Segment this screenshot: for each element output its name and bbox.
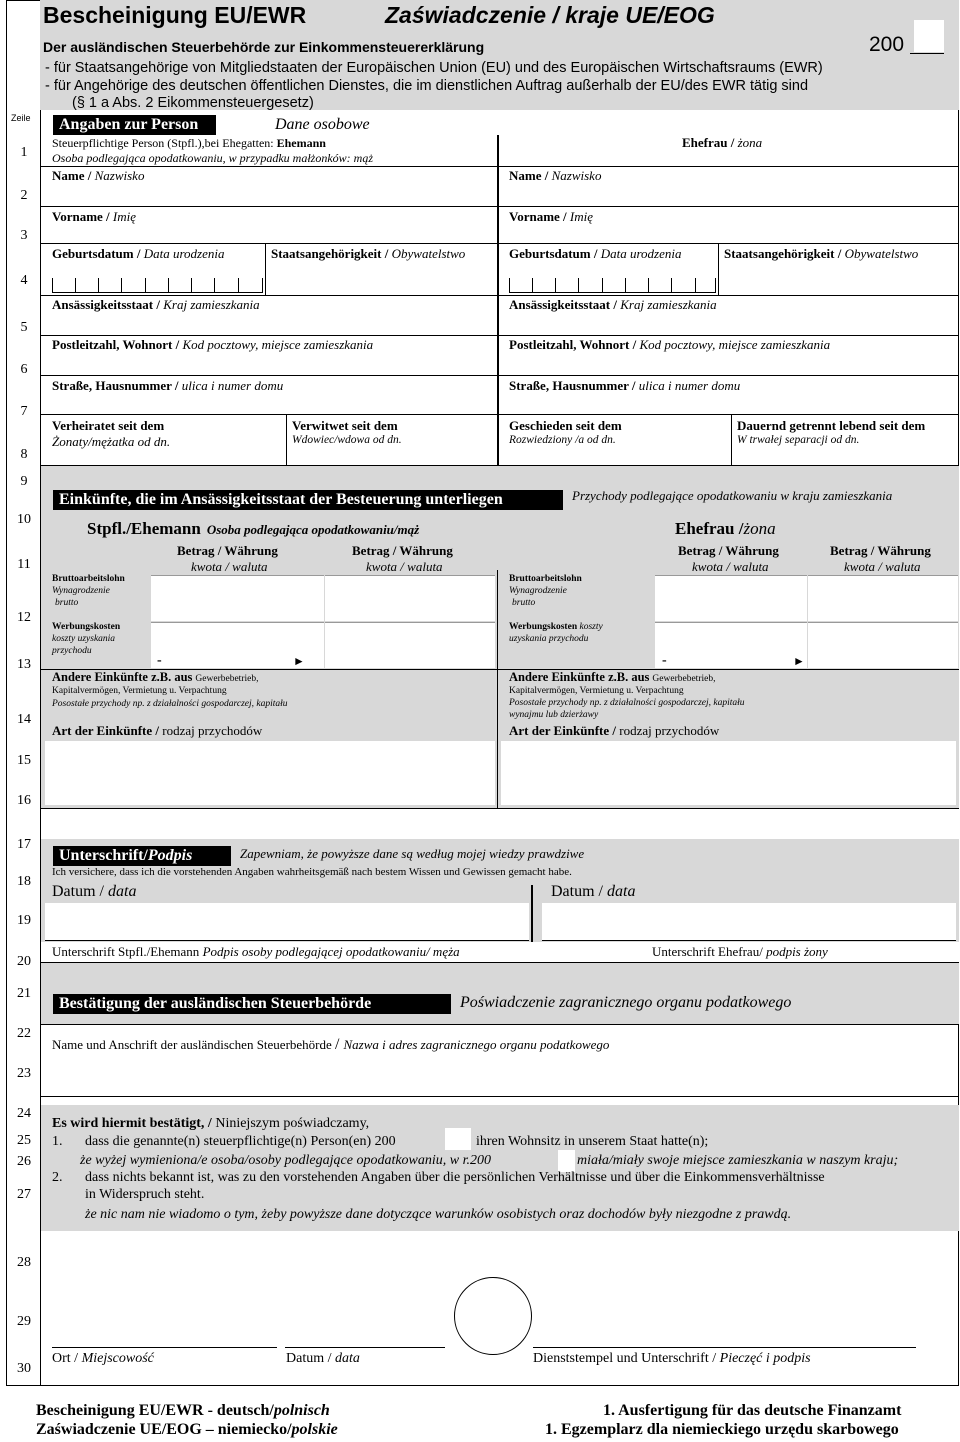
art-label-right: Art der Einkünfte / rodzaj przychodów bbox=[509, 723, 720, 738]
vorname-label-right: Vorname / Imię bbox=[509, 209, 594, 224]
date-tick bbox=[214, 278, 215, 293]
person-divider-1 bbox=[40, 166, 959, 167]
p1-pl-a: że wyżej wymieniona/e osoba/osoby podlegające opodatkowaniu, w r.200 bbox=[80, 1153, 492, 1168]
row-number: 3 bbox=[20, 228, 28, 243]
ort-input[interactable] bbox=[52, 1320, 277, 1348]
person-middle-divider bbox=[497, 135, 499, 465]
row-number: 27 bbox=[17, 1187, 31, 1202]
betrag-label-l1: Betrag / Währung bbox=[177, 543, 278, 558]
vorname-input-right[interactable] bbox=[507, 225, 955, 243]
date-tick bbox=[52, 278, 53, 293]
verh-input[interactable] bbox=[52, 450, 282, 464]
datum-input[interactable] bbox=[285, 1320, 445, 1348]
plz-input-right[interactable] bbox=[507, 354, 955, 374]
werbung-label-right: Werbungskosten koszty bbox=[509, 622, 603, 632]
p1-de-a: dass die genannte(n) steuerpflichtige(n) Person(en) 200 bbox=[85, 1134, 396, 1149]
confirm-heading: Es wird hiermit bestätigt, / Niniejszym poświadczamy, bbox=[52, 1116, 370, 1131]
signature-box-right[interactable] bbox=[542, 903, 956, 941]
andere-label-right-pl2: wynajmu lub dzierżawy bbox=[509, 710, 599, 720]
wife-label: Ehefrau / żona bbox=[682, 135, 763, 150]
footer-right-2: 1. Egzemplarz dla niemieckiego urzędu skarbowego bbox=[545, 1421, 899, 1438]
row-number: 14 bbox=[17, 712, 31, 727]
date-tick bbox=[238, 278, 239, 293]
art-input-right[interactable] bbox=[501, 741, 956, 805]
verh-label: Verheiratet seit dem bbox=[52, 418, 165, 433]
arrow-left-icon: ► bbox=[293, 654, 305, 668]
betrag-label-pl-r2: kwota / waluta bbox=[844, 559, 921, 574]
date-tick bbox=[145, 278, 146, 293]
p2-pl: że nic nam nie wiadomo o tym, żeby powyższe dane dotyczące warunków osobistych oraz dochodów były niezgodne z prawdą. bbox=[85, 1207, 792, 1222]
section-line bbox=[40, 1096, 959, 1097]
section-line bbox=[40, 962, 959, 963]
sign-left-label: Unterschrift Stpfl./Ehemann Podpis osoby podlegającej opodatkowaniu/ męża bbox=[52, 944, 460, 959]
andere-label-left-2: Kapitalvermögen, Vermietung u. Verpachtung bbox=[52, 686, 227, 696]
brutto-label-left: Bruttoarbeitslohn bbox=[52, 574, 125, 584]
art-input-left[interactable] bbox=[45, 741, 495, 805]
row-number: 26 bbox=[17, 1154, 31, 1169]
signature-upper-space bbox=[41, 809, 959, 839]
year-underline bbox=[910, 53, 944, 54]
row-line bbox=[40, 335, 959, 336]
cell-divider bbox=[497, 670, 498, 808]
date-tick bbox=[625, 278, 626, 293]
row-line bbox=[40, 375, 959, 376]
row-number: 1 bbox=[20, 145, 28, 160]
betrag-label-r1: Betrag / Währung bbox=[678, 543, 779, 558]
row-number: 8 bbox=[20, 447, 28, 462]
werbung-amount-left-2[interactable] bbox=[325, 622, 495, 668]
strasse-label-left: Straße, Hausnummer / ulica i numer domu bbox=[52, 378, 284, 393]
verh-label-pl: Żonaty/mężatka od dn. bbox=[52, 434, 171, 449]
datum-left: Datum / data bbox=[52, 883, 137, 900]
p1-pl-b: miała/miały swoje miejsce zamieszkania w naszym kraju; bbox=[577, 1153, 899, 1168]
row-number: 5 bbox=[20, 320, 28, 335]
row-number: 22 bbox=[17, 1026, 31, 1041]
vorname-label-left: Vorname / Imię bbox=[52, 209, 137, 224]
p1-de-b: ihren Wohnsitz in unserem Staat hatte(n); bbox=[476, 1134, 709, 1149]
row-number: 19 bbox=[17, 913, 31, 928]
strasse-input-right[interactable] bbox=[507, 395, 955, 413]
betrag-label-pl-l1: kwota / waluta bbox=[191, 559, 268, 574]
date-tick bbox=[671, 278, 672, 293]
header-bullet-eu: - für Staatsangehörige von Mitgliedstaaten der Europäischen Union (EU) und des Europäischen Wirtschaftsraums (EWR) bbox=[45, 60, 823, 76]
brutto-label-right-pl2: brutto bbox=[512, 598, 536, 608]
betrag-label-l2: Betrag / Währung bbox=[352, 543, 453, 558]
income-section-pl: Przychody podlegające opodatkowaniu w kraju zamieszkania bbox=[572, 488, 893, 503]
assure-pl: Zapewniam, że powyższe dane są według mojej wiedzy prawdziwe bbox=[240, 846, 585, 861]
row-number: 12 bbox=[17, 610, 31, 625]
authority-section-pl: Poświadczenie zagranicznego organu podatkowego bbox=[460, 994, 792, 1011]
row-number: 4 bbox=[20, 273, 28, 288]
brutto-label-left-pl2: brutto bbox=[55, 598, 79, 608]
date-tick bbox=[532, 278, 533, 293]
row-number: 2 bbox=[20, 188, 28, 203]
stamp-signature-input[interactable] bbox=[533, 1320, 916, 1348]
geburt-input-left[interactable] bbox=[52, 275, 262, 293]
gesch-label-pl: Rozwiedziony /a od dn. bbox=[509, 434, 616, 446]
date-tick bbox=[262, 278, 263, 293]
stamp-label: Dienststempel und Unterschrift / Pieczęć i podpis bbox=[533, 1351, 811, 1366]
werbung-label-left-pl1: koszty uzyskania bbox=[52, 634, 116, 644]
vorname-input-left[interactable] bbox=[50, 225, 495, 243]
staat-label-right: Staatsangehörigkeit / Obywatelstwo bbox=[724, 246, 919, 261]
income-left-head: Stpfl./Ehemann Osoba podlegająca opodatkowaniu/mąż bbox=[87, 519, 420, 538]
p2-de-2: in Widerspruch steht. bbox=[85, 1187, 205, 1202]
zeile-label: Zeile bbox=[11, 113, 31, 123]
cell-divider bbox=[265, 243, 266, 295]
authority-name-label: Name und Anschrift der ausländischen Steuerbehörde / Nazwa i adres zagranicznego organu podatkowego bbox=[52, 1036, 610, 1053]
name-label-right: Name / Nazwisko bbox=[509, 168, 602, 183]
header-subtitle: Der ausländischen Steuerbehörde zur Einkommensteuererklärung bbox=[43, 39, 485, 55]
staat-input-right[interactable] bbox=[723, 275, 953, 293]
date-tick bbox=[695, 278, 696, 293]
name-input-right[interactable] bbox=[507, 184, 955, 206]
minus-left: - bbox=[157, 653, 162, 668]
income-middle-divider bbox=[497, 570, 498, 670]
row-line bbox=[40, 243, 959, 244]
geburt-label-left: Geburtsdatum / Data urodzenia bbox=[52, 246, 225, 261]
title-de: Bescheinigung EU/EWR bbox=[43, 2, 307, 28]
income-right-head: Ehefrau /żona bbox=[675, 519, 776, 538]
date-tick bbox=[555, 278, 556, 293]
date-tick bbox=[578, 278, 579, 293]
p1-year-field[interactable] bbox=[445, 1128, 471, 1150]
brutto-label-left-pl1: Wynagrodzenie bbox=[52, 586, 110, 596]
ansaessig-input-right[interactable] bbox=[507, 314, 955, 334]
header-bullet-law-ref: (§ 1 a Abs. 2 Eikommensteuergesetz) bbox=[72, 95, 314, 111]
betrag-label-pl-r1: kwota / waluta bbox=[692, 559, 769, 574]
row-line bbox=[40, 414, 959, 415]
p2-de: dass nichts bekannt ist, was zu den vorstehenden Angaben über die persönlichen Verhältnisse und über die Einkommensverhältnisse bbox=[85, 1170, 825, 1185]
row-number: 29 bbox=[17, 1314, 31, 1329]
row-number: 13 bbox=[17, 657, 31, 672]
staat-label-left: Staatsangehörigkeit / Obywatelstwo bbox=[271, 246, 466, 261]
date-tick bbox=[509, 278, 510, 293]
stpfl-label: Steuerpflichtige Person (Stpfl.),bei Ehegatten: Ehemann bbox=[52, 136, 326, 150]
year-field[interactable] bbox=[914, 20, 944, 52]
andere-label-left: Andere Einkünfte z.B. aus Gewerbebetrieb, bbox=[52, 670, 259, 684]
plz-label-left: Postleitzahl, Wohnort / Kod pocztowy, miejsce zamieszkania bbox=[52, 337, 374, 352]
sign-right-label: Unterschrift Ehefrau/ podpis żony bbox=[652, 944, 828, 959]
werbung-amount-right-2[interactable] bbox=[808, 622, 958, 668]
arrow-right-icon: ► bbox=[793, 654, 805, 668]
title-pl: Zaświadczenie / kraje UE/EOG bbox=[385, 2, 715, 28]
stamp-circle bbox=[454, 1277, 532, 1355]
date-tick bbox=[191, 278, 192, 293]
section-line bbox=[40, 1024, 959, 1025]
header-bullet-public-service: - für Angehörige des deutschen öffentlichen Dienstes, die im dienstlichen Auftrag außerhalb der EU/des EWR tätig sind bbox=[45, 78, 809, 94]
cell-divider bbox=[718, 243, 719, 295]
verw-label-pl: Wdowiec/wdowa od dn. bbox=[292, 434, 402, 446]
gesch-label: Geschieden seit dem bbox=[509, 418, 622, 433]
signature-section-header: Unterschrift/Podpis bbox=[53, 846, 231, 866]
row-number: 9 bbox=[20, 474, 28, 489]
verw-label: Verwitwet seit dem bbox=[292, 418, 398, 433]
date-tick bbox=[602, 278, 603, 293]
date-tick bbox=[168, 278, 169, 293]
row-number: 21 bbox=[17, 986, 31, 1001]
row-line bbox=[40, 206, 959, 207]
p1-num: 1. bbox=[52, 1134, 63, 1149]
p1-pl-year-field[interactable] bbox=[558, 1150, 575, 1172]
name-label-left: Name / Nazwisko bbox=[52, 168, 145, 183]
row-number: 25 bbox=[17, 1133, 31, 1148]
ort-label: Ort / Miejscowość bbox=[52, 1351, 154, 1366]
andere-label-right: Andere Einkünfte z.B. aus Gewerbebetrieb, bbox=[509, 670, 716, 684]
date-tick bbox=[98, 278, 99, 293]
authority-name-input[interactable] bbox=[45, 1055, 955, 1095]
geburt-input-right[interactable] bbox=[509, 275, 715, 293]
footer-right-1: 1. Ausfertigung für das deutsche Finanzamt bbox=[603, 1402, 902, 1419]
andere-label-right-2: Kapitalvermögen, Vermietung u. Verpachtung bbox=[509, 686, 684, 696]
cell-divider bbox=[286, 414, 287, 465]
assure-de: Ich versichere, dass ich die vorstehenden Angaben wahrheitsgemäß nach bestem Wissen und Gewissen gemacht habe. bbox=[52, 866, 572, 878]
datum-label: Datum / data bbox=[286, 1351, 360, 1366]
strasse-input-left[interactable] bbox=[50, 395, 495, 413]
brutto-amount-left-1[interactable] bbox=[151, 575, 324, 621]
andere-label-left-pl: Posostałe przychody np. z działalności gospodarczej, kapitału bbox=[52, 699, 288, 709]
footer-left-2: Zaświadczenie UE/EOG – niemiecko/polskie bbox=[36, 1421, 338, 1438]
row-number: 11 bbox=[17, 557, 31, 572]
cell-divider bbox=[731, 414, 732, 465]
row-number: 18 bbox=[17, 874, 31, 889]
plz-input-left[interactable] bbox=[50, 354, 495, 374]
row-number: 16 bbox=[17, 793, 31, 808]
gesch-input[interactable] bbox=[508, 450, 728, 464]
row-line bbox=[40, 295, 959, 296]
p2-num: 2. bbox=[52, 1170, 63, 1185]
person-section-header: Angaben zur Person bbox=[53, 115, 216, 135]
getr-input[interactable] bbox=[736, 450, 954, 464]
werbung-amount-right-1[interactable] bbox=[655, 622, 807, 668]
date-tick bbox=[121, 278, 122, 293]
row-number: 7 bbox=[20, 404, 28, 419]
date-tick bbox=[75, 278, 76, 293]
getr-label: Dauernd getrennt lebend seit dem bbox=[737, 418, 926, 433]
andere-label-right-pl1: Posostałe przychody np. z działalności gospodarczej, kapitału bbox=[509, 698, 745, 708]
art-label-left: Art der Einkünfte / rodzaj przychodów bbox=[52, 723, 263, 738]
brutto-label-right-pl1: Wynagrodzenie bbox=[509, 586, 567, 596]
row-number: 17 bbox=[17, 837, 31, 852]
row-number: 28 bbox=[17, 1255, 31, 1270]
brutto-amount-left-2[interactable] bbox=[325, 575, 495, 621]
signature-box-left[interactable] bbox=[45, 903, 529, 941]
signature-divider bbox=[531, 885, 533, 945]
verw-input[interactable] bbox=[291, 450, 493, 464]
name-input-left[interactable] bbox=[50, 184, 495, 206]
stpfl-label-pl: Osoba podlegająca opodatkowaniu, w przypadku małżonków: mąż bbox=[52, 151, 373, 165]
ansaessig-label-left: Ansässigkeitsstaat / Kraj zamieszkania bbox=[52, 297, 260, 312]
date-tick bbox=[715, 278, 716, 293]
getr-label-pl: W trwałej separacji od dn. bbox=[737, 434, 860, 446]
row-number: 10 bbox=[17, 512, 31, 527]
werbung-label-left-pl2: przychodu bbox=[52, 646, 92, 656]
betrag-label-r2: Betrag / Währung bbox=[830, 543, 931, 558]
authority-section-header: Bestätigung der ausländischen Steuerbehörde bbox=[53, 994, 451, 1014]
income-section-header: Einkünfte, die im Ansässigkeitsstaat der Besteuerung unterliegen bbox=[53, 490, 563, 510]
brutto-amount-right-1[interactable] bbox=[655, 575, 807, 621]
footer-left-1: Bescheinigung EU/EWR - deutsch/polnisch bbox=[36, 1402, 330, 1419]
minus-right: - bbox=[662, 653, 667, 668]
ansaessig-input-left[interactable] bbox=[50, 314, 495, 334]
strasse-label-right: Straße, Hausnummer / ulica i numer domu bbox=[509, 378, 741, 393]
geburt-label-right: Geburtsdatum / Data urodzenia bbox=[509, 246, 682, 261]
ansaessig-label-right: Ansässigkeitsstaat / Kraj zamieszkania bbox=[509, 297, 717, 312]
plz-label-right: Postleitzahl, Wohnort / Kod pocztowy, miejsce zamieszkania bbox=[509, 337, 831, 352]
row-number: 15 bbox=[17, 753, 31, 768]
row-number: 30 bbox=[17, 1361, 31, 1376]
row-number: 23 bbox=[17, 1066, 31, 1081]
werbung-label-left: Werbungskosten bbox=[52, 622, 121, 632]
year-prefix: 200 bbox=[869, 33, 905, 56]
staat-input-left[interactable] bbox=[270, 275, 492, 293]
datum-right: Datum / data bbox=[551, 883, 636, 900]
row-number: 20 bbox=[17, 954, 31, 969]
werbung-label-right-pl: uzyskania przychodu bbox=[509, 634, 589, 644]
row-number: 6 bbox=[20, 362, 28, 377]
betrag-label-pl-l2: kwota / waluta bbox=[366, 559, 443, 574]
brutto-amount-right-2[interactable] bbox=[808, 575, 958, 621]
person-section-pl: Dane osobowe bbox=[275, 116, 370, 133]
date-tick bbox=[648, 278, 649, 293]
row-number: 24 bbox=[17, 1106, 31, 1121]
brutto-label-right: Bruttoarbeitslohn bbox=[509, 574, 582, 584]
